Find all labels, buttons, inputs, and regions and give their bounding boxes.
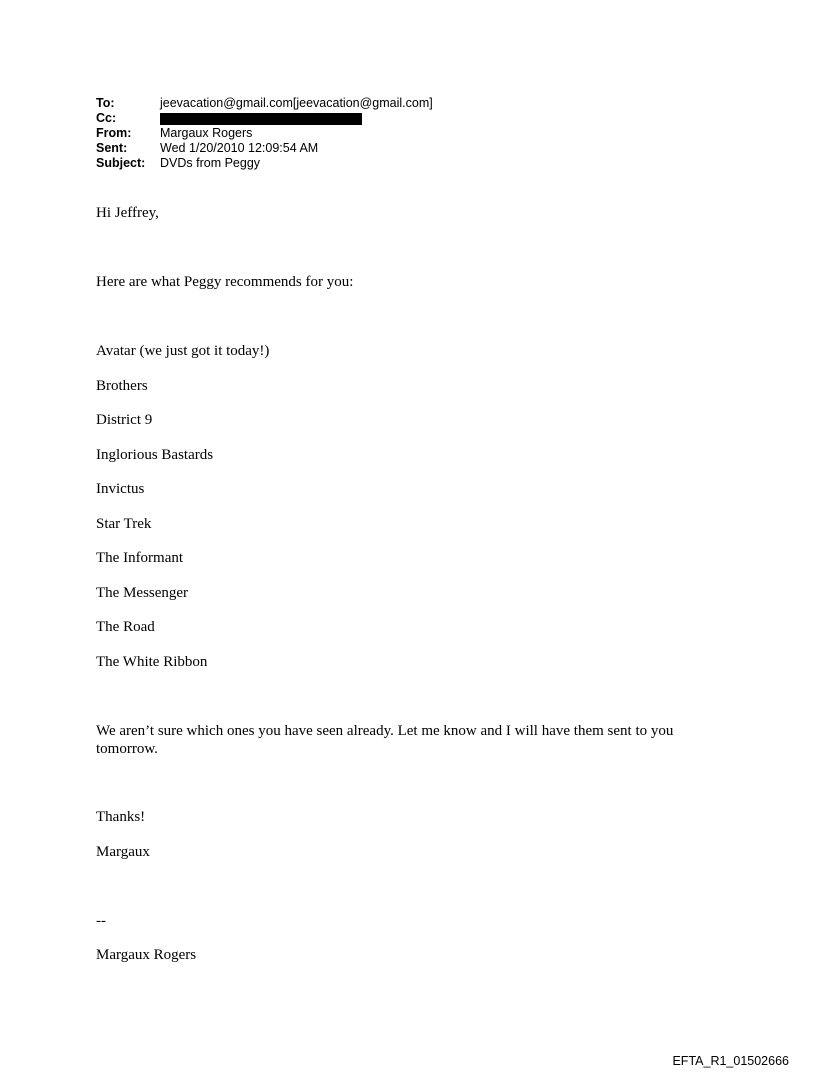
to-row — [96, 96, 433, 111]
from-label: From: — [96, 126, 132, 140]
redaction-bar — [160, 113, 362, 125]
movie-item: The Messenger — [96, 585, 189, 601]
movie-item: The White Ribbon — [96, 654, 208, 670]
thanks-text: Thanks! — [96, 809, 146, 825]
movie-item: The Informant — [96, 550, 184, 566]
closing-paragraph: We aren’t sure which ones you have seen already. Let me know and I will have them sent to you tomorrow. — [96, 723, 674, 757]
movie-item: The Road — [96, 619, 155, 635]
sign-off: Margaux — [96, 844, 150, 860]
movie-item: Star Trek — [96, 516, 152, 532]
sent-value: Wed 1/20/2010 12:09:54 AM — [160, 141, 319, 155]
to-value: jeevacation@gmail.com[jeevacation@gmail.com] — [160, 96, 433, 110]
sent-label: Sent: — [96, 141, 128, 155]
email-header — [96, 96, 433, 171]
from-row — [96, 126, 433, 141]
from-value: Margaux Rogers — [160, 126, 253, 140]
to-label: To: — [96, 96, 115, 110]
intro-text: Here are what Peggy recommends for you: — [96, 274, 354, 290]
cc-label: Cc: — [96, 111, 117, 125]
document-id: EFTA_R1_01502666 — [672, 1054, 789, 1068]
movie-item: Brothers — [96, 378, 148, 394]
movie-item: Avatar (we just got it today!) — [96, 343, 270, 359]
movie-item: Invictus — [96, 481, 145, 497]
sent-row — [96, 141, 433, 156]
subject-row — [96, 156, 433, 171]
subject-label: Subject: — [96, 156, 146, 170]
signature-name: Margaux Rogers — [96, 947, 197, 963]
signature-separator: -- — [96, 913, 106, 929]
cc-value — [160, 111, 362, 126]
subject-value: DVDs from Peggy — [160, 156, 261, 170]
cc-row — [96, 111, 433, 126]
movie-item: District 9 — [96, 412, 153, 428]
movie-item: Inglorious Bastards — [96, 447, 214, 463]
greeting: Hi Jeffrey, — [96, 205, 159, 221]
